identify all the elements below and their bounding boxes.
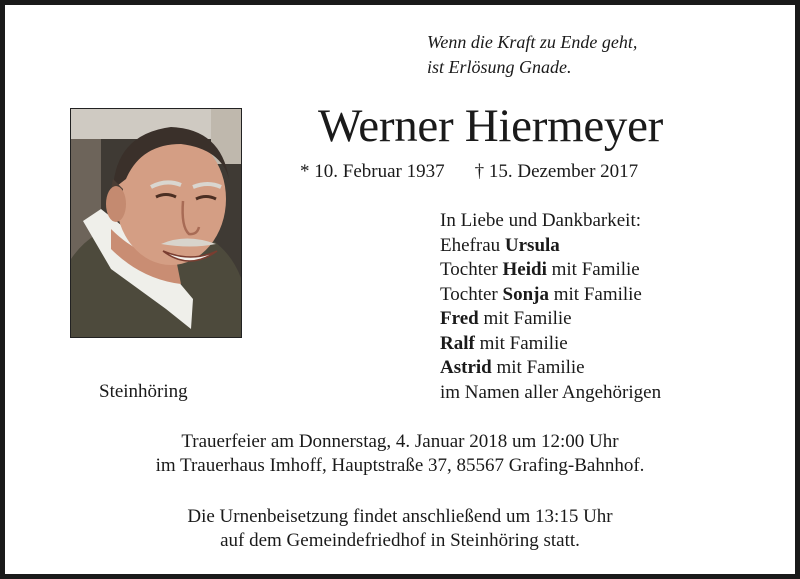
family-member-name: Heidi [502, 259, 547, 280]
family-relation: Tochter [440, 259, 503, 280]
family-suffix: mit Familie [478, 308, 572, 329]
family-suffix: mit Familie [548, 283, 642, 305]
family-suffix: mit Familie [474, 332, 568, 354]
family-member-name: Ursula [504, 234, 560, 256]
portrait-photo-image [71, 109, 242, 338]
motto-line-1: Wenn die Kraft zu Ende geht, [427, 32, 638, 52]
family-member [440, 356, 661, 381]
service-line-2: im Trauerhaus Imhoff, Hauptstraße 37, 85567 Grafing-Bahnhof. [155, 455, 645, 476]
family-member-name: Ralf [440, 332, 475, 354]
urn-line-2: auf dem Gemeindefriedhof in Steinhöring statt. [220, 530, 580, 551]
service-line-1: Trauerfeier am Donnerstag, 4. Januar 2018 um 12:00 Uhr [181, 431, 619, 452]
urn-line-1: Die Urnenbeisetzung findet anschließend um 13:15 Uhr [187, 506, 613, 527]
family-member [440, 332, 661, 357]
family-relation: Tochter [440, 283, 503, 305]
urn-burial-info [0, 505, 800, 553]
family-relation: Ehefrau [440, 234, 505, 256]
family-member-name: Astrid [440, 357, 492, 378]
family-intro: In Liebe und Dankbarkeit: [440, 210, 642, 231]
family-closing: im Namen aller Angehörigen [440, 381, 662, 403]
family-member [440, 307, 661, 332]
family-member [440, 234, 661, 259]
family-suffix: mit Familie [546, 259, 640, 280]
funeral-service-info [0, 430, 800, 478]
motto-line-2: ist Erlösung Gnade. [427, 57, 572, 77]
family-member [440, 258, 661, 283]
family-member-name: Fred [440, 308, 479, 329]
place-name: Steinhöring [99, 381, 188, 402]
family-list [440, 209, 661, 405]
portrait-photo [70, 108, 242, 338]
family-member [440, 283, 661, 308]
life-dates [300, 159, 638, 185]
family-member-name: Sonja [502, 283, 549, 305]
family-suffix: mit Familie [491, 357, 585, 378]
death-date: † 15. Dezember 2017 [474, 161, 639, 182]
deceased-name: Werner Hiermeyer [318, 100, 664, 152]
birth-date: * 10. Februar 1937 [300, 161, 445, 182]
motto [427, 30, 637, 80]
